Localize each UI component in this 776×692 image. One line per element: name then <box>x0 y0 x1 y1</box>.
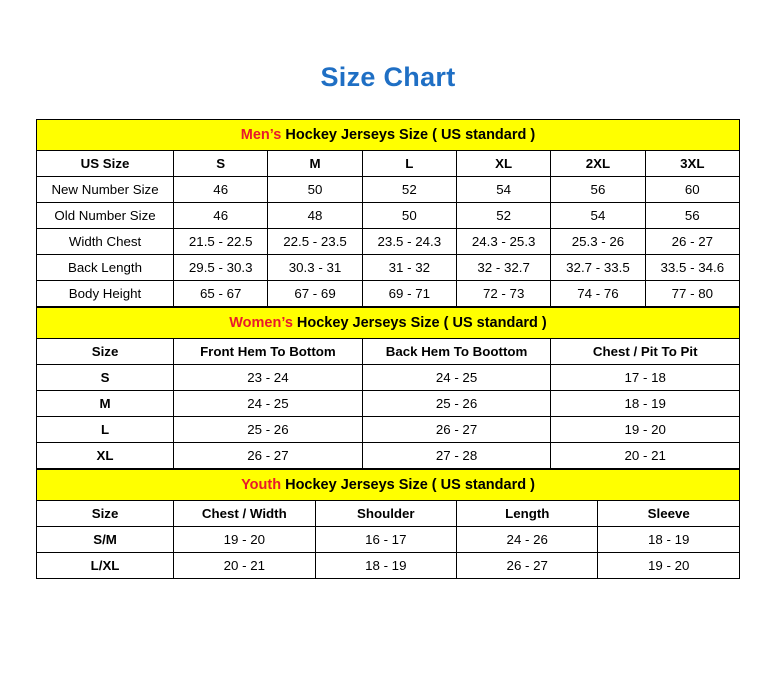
table-cell: 54 <box>551 203 645 229</box>
table-cell: 33.5 - 34.6 <box>645 255 739 281</box>
row-label: M <box>37 391 174 417</box>
row-label: Back Length <box>37 255 174 281</box>
table-cell: 19 - 20 <box>551 417 740 443</box>
womens-header-cell: Chest / Pit To Pit <box>551 339 740 365</box>
table-row <box>37 365 740 391</box>
row-label: S/M <box>37 527 174 553</box>
womens-header-cell: Front Hem To Bottom <box>174 339 363 365</box>
youth-size-table <box>36 469 740 579</box>
youth-header-row <box>37 501 740 527</box>
table-cell: 48 <box>268 203 362 229</box>
womens-size-table <box>36 307 740 469</box>
youth-header-cell: Shoulder <box>315 501 456 527</box>
table-row <box>37 177 740 203</box>
row-label: New Number Size <box>37 177 174 203</box>
mens-header-cell: XL <box>456 151 550 177</box>
table-cell: 56 <box>551 177 645 203</box>
youth-banner <box>37 470 740 501</box>
table-cell: 50 <box>362 203 456 229</box>
table-cell: 54 <box>456 177 550 203</box>
table-cell: 69 - 71 <box>362 281 456 307</box>
mens-header-cell: S <box>174 151 268 177</box>
row-label: Width Chest <box>37 229 174 255</box>
youth-banner-rest: Hockey Jerseys Size ( US standard ) <box>281 477 535 493</box>
table-cell: 50 <box>268 177 362 203</box>
table-cell: 31 - 32 <box>362 255 456 281</box>
table-cell: 30.3 - 31 <box>268 255 362 281</box>
table-cell: 46 <box>174 177 268 203</box>
row-label: XL <box>37 443 174 469</box>
youth-banner-row <box>37 470 740 501</box>
table-cell: 17 - 18 <box>551 365 740 391</box>
youth-header-cell: Chest / Width <box>174 501 315 527</box>
row-label: Old Number Size <box>37 203 174 229</box>
mens-header-cell: L <box>362 151 456 177</box>
row-label: S <box>37 365 174 391</box>
table-cell: 16 - 17 <box>315 527 456 553</box>
womens-header-cell: Back Hem To Boottom <box>362 339 551 365</box>
row-label: L/XL <box>37 553 174 579</box>
row-label: Body Height <box>37 281 174 307</box>
table-cell: 26 - 27 <box>362 417 551 443</box>
table-cell: 25 - 26 <box>362 391 551 417</box>
table-cell: 24.3 - 25.3 <box>456 229 550 255</box>
mens-banner-row <box>37 120 740 151</box>
table-cell: 26 - 27 <box>457 553 598 579</box>
mens-header-row <box>37 151 740 177</box>
table-cell: 25.3 - 26 <box>551 229 645 255</box>
table-cell: 77 - 80 <box>645 281 739 307</box>
table-cell: 56 <box>645 203 739 229</box>
table-cell: 25 - 26 <box>174 417 363 443</box>
table-cell: 29.5 - 30.3 <box>174 255 268 281</box>
mens-header-cell: US Size <box>37 151 174 177</box>
table-cell: 20 - 21 <box>174 553 315 579</box>
table-cell: 32.7 - 33.5 <box>551 255 645 281</box>
table-cell: 24 - 25 <box>174 391 363 417</box>
table-cell: 32 - 32.7 <box>456 255 550 281</box>
table-cell: 27 - 28 <box>362 443 551 469</box>
table-row <box>37 527 740 553</box>
mens-banner-rest: Hockey Jerseys Size ( US standard ) <box>281 127 536 143</box>
table-cell: 72 - 73 <box>456 281 550 307</box>
mens-size-table <box>36 119 740 307</box>
youth-header-cell: Sleeve <box>598 501 740 527</box>
table-cell: 24 - 26 <box>457 527 598 553</box>
youth-header-cell: Size <box>37 501 174 527</box>
table-cell: 24 - 25 <box>362 365 551 391</box>
table-row <box>37 281 740 307</box>
mens-header-cell: 3XL <box>645 151 739 177</box>
tables-container <box>36 119 740 579</box>
table-cell: 23 - 24 <box>174 365 363 391</box>
table-cell: 19 - 20 <box>598 553 740 579</box>
table-cell: 67 - 69 <box>268 281 362 307</box>
table-cell: 18 - 19 <box>551 391 740 417</box>
table-cell: 60 <box>645 177 739 203</box>
table-cell: 18 - 19 <box>315 553 456 579</box>
table-cell: 26 - 27 <box>174 443 363 469</box>
table-row <box>37 443 740 469</box>
womens-banner-row <box>37 308 740 339</box>
table-cell: 22.5 - 23.5 <box>268 229 362 255</box>
table-row <box>37 553 740 579</box>
youth-header-cell: Length <box>457 501 598 527</box>
mens-header-cell: M <box>268 151 362 177</box>
table-cell: 20 - 21 <box>551 443 740 469</box>
table-cell: 52 <box>362 177 456 203</box>
table-cell: 19 - 20 <box>174 527 315 553</box>
table-cell: 46 <box>174 203 268 229</box>
row-label: L <box>37 417 174 443</box>
table-row <box>37 255 740 281</box>
table-row <box>37 203 740 229</box>
womens-header-row <box>37 339 740 365</box>
youth-banner-accent: Youth <box>241 477 282 493</box>
table-cell: 74 - 76 <box>551 281 645 307</box>
table-cell: 21.5 - 22.5 <box>174 229 268 255</box>
womens-banner-accent: Women’s <box>229 315 293 331</box>
table-cell: 65 - 67 <box>174 281 268 307</box>
womens-banner-rest: Hockey Jerseys Size ( US standard ) <box>292 315 547 331</box>
mens-header-cell: 2XL <box>551 151 645 177</box>
table-cell: 26 - 27 <box>645 229 739 255</box>
mens-banner <box>37 120 740 151</box>
table-row <box>37 229 740 255</box>
table-cell: 52 <box>456 203 550 229</box>
table-cell: 23.5 - 24.3 <box>362 229 456 255</box>
page-title: Size Chart <box>320 62 456 92</box>
womens-banner <box>37 308 740 339</box>
womens-header-cell: Size <box>37 339 174 365</box>
table-cell: 18 - 19 <box>598 527 740 553</box>
table-row <box>37 417 740 443</box>
table-row <box>37 391 740 417</box>
mens-banner-accent: Men’s <box>240 127 282 143</box>
